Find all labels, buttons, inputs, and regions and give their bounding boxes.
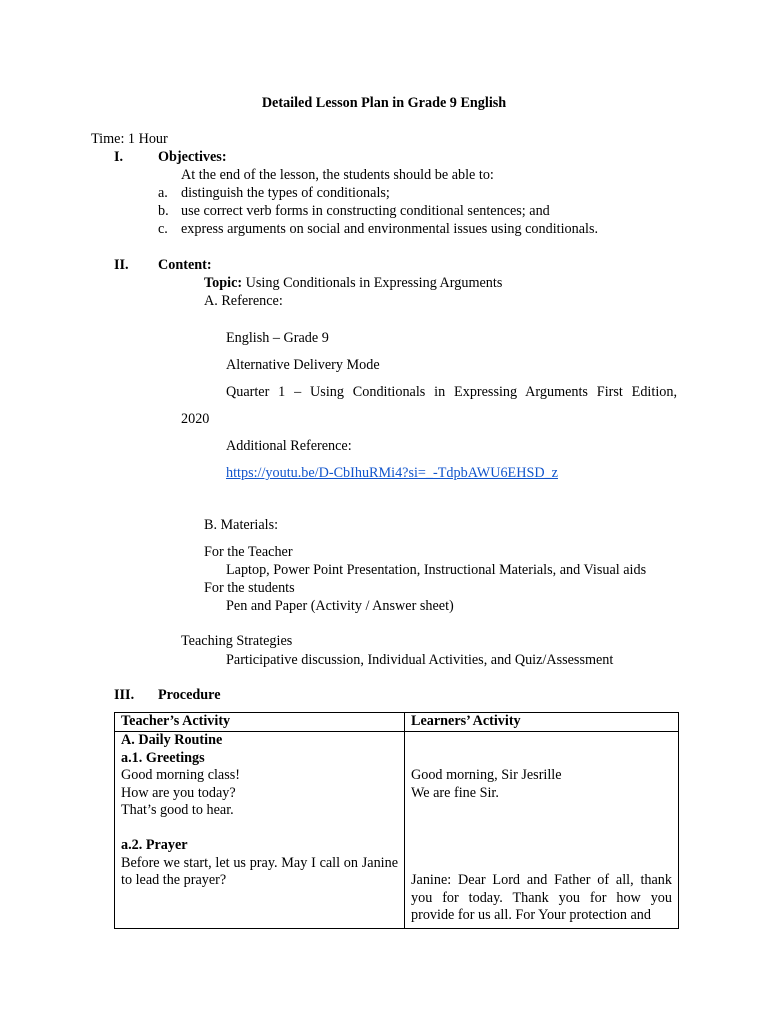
reference-label: A. Reference: [204, 293, 283, 309]
content-heading: Content: [158, 257, 212, 273]
strategies-text: Participative discussion, Individual Activities, and Quiz/Assessment [226, 652, 614, 668]
column-header-teacher: Teacher’s Activity [115, 713, 405, 732]
additional-reference-label: Additional Reference: [226, 438, 352, 454]
reference-line: Alternative Delivery Mode [226, 357, 380, 373]
procedure-table [114, 712, 679, 929]
blank-line [411, 820, 672, 838]
for-students-label: For the students [204, 580, 295, 596]
strategies-label: Teaching Strategies [181, 633, 293, 649]
greetings-heading: a.1. Greetings [121, 749, 205, 766]
teacher-materials: Laptop, Power Point Presentation, Instructional Materials, and Visual aids [226, 562, 647, 578]
materials-label: B. Materials: [204, 517, 279, 533]
objective-letter: b. [158, 203, 169, 219]
reference-line: English – Grade 9 [226, 330, 329, 346]
teacher-line: That’s good to hear. [121, 802, 234, 818]
objective-letter: a. [158, 185, 168, 201]
objectives-heading: Objectives: [158, 149, 227, 165]
prayer-heading: a.2. Prayer [121, 837, 188, 853]
table-header-row [115, 713, 679, 732]
teacher-line: Good morning class! [121, 767, 241, 783]
reference-line: Quarter 1 – Using Conditionals in Expressing Arguments First Edition, [226, 384, 677, 400]
document-title: Detailed Lesson Plan in Grade 9 English [261, 95, 507, 111]
blank-line [121, 820, 398, 838]
objective-letter: c. [158, 221, 168, 237]
reference-year: 2020 [181, 411, 210, 427]
topic-label: Topic: [204, 275, 243, 291]
learner-line: Good morning, Sir Jesrille [411, 767, 562, 783]
teacher-activity-cell [115, 732, 405, 929]
column-header-learners: Learners’ Activity [405, 713, 679, 732]
reference-link[interactable]: https://youtu.be/D-CbIhuRMi4?si=_-TdpbAWU6EHSD_z [226, 465, 558, 481]
objectives-numeral: I. [114, 149, 124, 165]
time-allotment: Time: 1 Hour [91, 131, 168, 147]
procedure-heading: Procedure [158, 687, 221, 703]
student-materials: Pen and Paper (Activity / Answer sheet) [226, 598, 454, 614]
objective-item: express arguments on social and environmental issues using conditionals. [181, 221, 599, 237]
topic-text: Using Conditionals in Expressing Arguments [242, 275, 503, 291]
topic-line [204, 275, 502, 292]
blank-line [411, 732, 672, 750]
for-teacher-label: For the Teacher [204, 544, 293, 560]
learner-line: Janine: Dear Lord and Father of all, thank you for today. Thank you for how you provide for us all. For Your protection and [411, 872, 672, 923]
objective-item: distinguish the types of conditionals; [181, 185, 390, 201]
teacher-line: How are you today? [121, 784, 236, 801]
learner-line: We are fine Sir. [411, 784, 499, 801]
blank-line [411, 837, 672, 855]
blank-line [411, 802, 672, 820]
teacher-line: Before we start, let us pray. May I call on Janine to lead the prayer? [121, 854, 398, 888]
content-numeral: II. [114, 257, 129, 273]
blank-line [411, 855, 672, 873]
blank-line [411, 750, 672, 768]
daily-routine-heading: A. Daily Routine [121, 732, 223, 748]
table-row [115, 732, 679, 929]
procedure-numeral: III. [114, 687, 135, 703]
objectives-intro: At the end of the lesson, the students should be able to: [181, 167, 494, 183]
objective-item: use correct verb forms in constructing conditional sentences; and [181, 203, 550, 219]
learners-activity-cell [405, 732, 679, 929]
